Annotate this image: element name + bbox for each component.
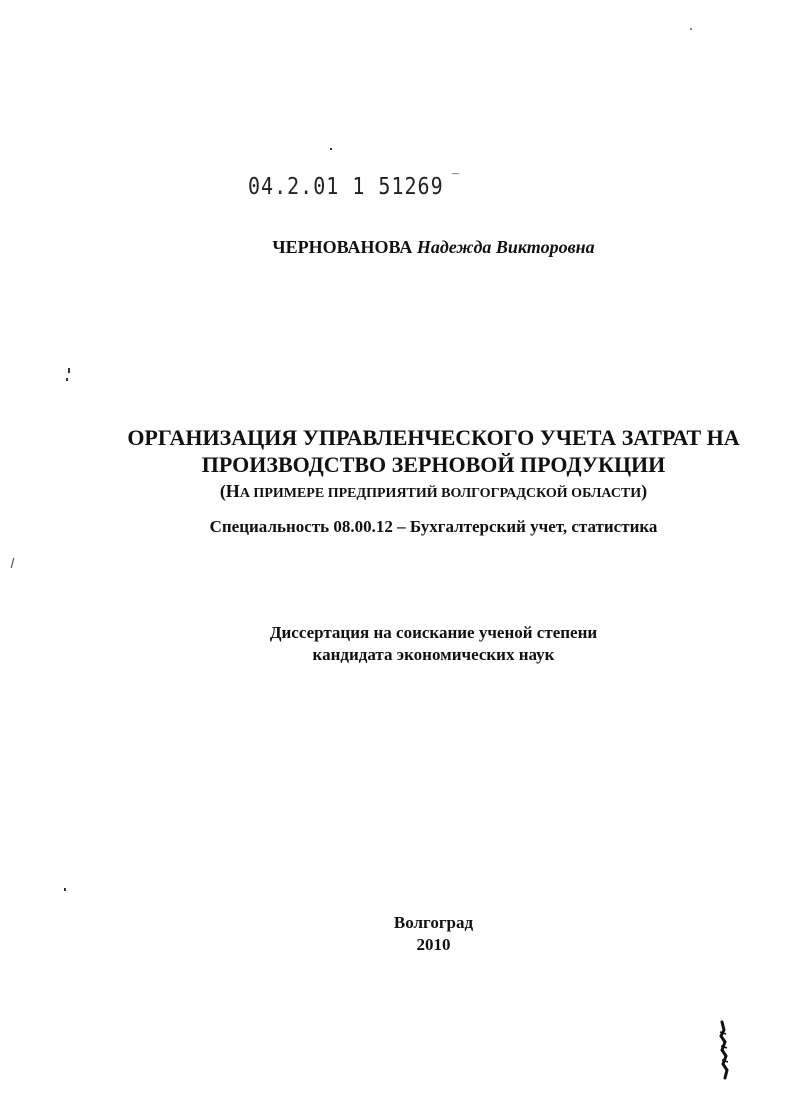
subtitle-open: (Н [219,481,240,501]
stamp-code-text: 04.2.01 1 51269 [248,172,444,200]
scan-speck [64,888,66,891]
author-surname: ЧЕРНОВАНОВА [272,237,413,257]
author-name [0,237,797,258]
subtitle-close: ) [641,481,648,501]
degree-statement [0,622,797,666]
title-subtitle [70,479,797,506]
year: 2010 [416,935,451,954]
city: Волгоград [393,913,474,932]
accession-stamp-code [248,172,460,200]
dissertation-title [0,424,797,506]
specialty-line: Специальность 08.00.12 – Бухгалтерский учет, статистика [209,517,658,536]
subtitle-text: А ПРИМЕРЕ ПРЕДПРИЯТИЙ ВОЛГОГРАДСКОЙ ОБЛАСТИ [239,486,642,501]
handwritten-mark [712,1020,736,1080]
title-line-1: ОРГАНИЗАЦИЯ УПРАВЛЕНЧЕСКОГО УЧЕТА ЗАТРАТ НА [127,425,740,450]
place-and-year [0,912,797,956]
scan-speck [66,378,68,381]
stamp-code-dash: ‾ [443,172,461,189]
degree-line-1: Диссертация на соискание ученой степени [269,623,598,642]
scan-speck [68,368,70,373]
scan-speck [11,558,15,568]
degree-line-2: кандидата экономических наук [312,645,555,664]
title-line-2: ПРОИЗВОДСТВО ЗЕРНОВОЙ ПРОДУКЦИИ [201,452,666,477]
author-given-names: Надежда Викторовна [416,237,595,257]
scan-speck [690,28,692,30]
scan-speck [330,148,332,150]
